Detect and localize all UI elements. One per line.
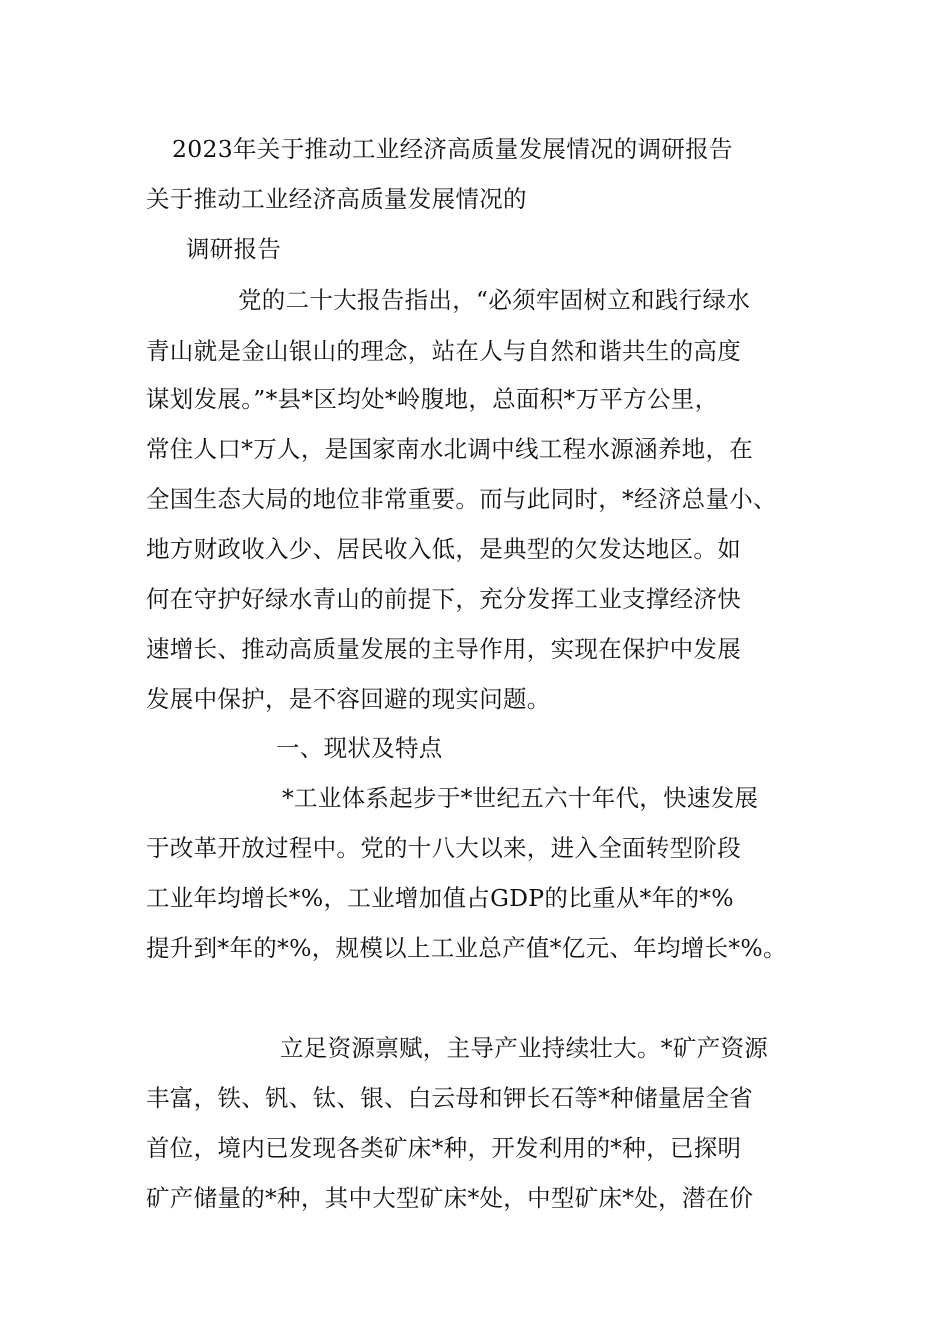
document-subtitle-line-2: 调研报告 — [186, 235, 282, 263]
paragraph-2-line-4: 提升到*年的*%，规模以上工业总产值*亿元、年均增长*%。 — [146, 934, 787, 962]
paragraph-3-line-1: 立足资源禀赋，主导产业持续壮大。*矿产资源 — [280, 1034, 769, 1062]
paragraph-1-line-1: 党的二十大报告指出，“必须牢固树立和践行绿水 — [238, 286, 751, 314]
section-heading-1: 一、现状及特点 — [276, 734, 443, 762]
paragraph-1-line-3: 谋划发展。”*县*区均处*岭腹地，总面积*万平方公里， — [146, 385, 719, 413]
paragraph-3-line-4: 矿产储量的*种，其中大型矿床*处，中型矿床*处，潜在价 — [146, 1184, 754, 1212]
paragraph-2-line-2: 于改革开放过程中。党的十八大以来，进入全面转型阶段 — [146, 834, 741, 862]
paragraph-1-line-2: 青山就是金山银山的理念，站在人与自然和谐共生的高度 — [146, 337, 741, 365]
paragraph-2-line-3: 工业年均增长*%，工业增加值占GDP的比重从*年的*% — [146, 884, 734, 912]
document-subtitle-line-1: 关于推动工业经济高质量发展情况的 — [146, 185, 527, 213]
paragraph-1-line-5: 全国生态大局的地位非常重要。而与此同时，*经济总量小、 — [146, 485, 777, 513]
paragraph-3-line-3: 首位，境内已发现各类矿床*种，开发利用的*种，已探明 — [146, 1134, 742, 1162]
document-title: 2023年关于推动工业经济高质量发展情况的调研报告 — [172, 135, 733, 163]
paragraph-1-line-8: 速增长、推动高质量发展的主导作用，实现在保护中发展 — [146, 635, 741, 663]
paragraph-1-line-6: 地方财政收入少、居民收入低，是典型的欠发达地区。如 — [146, 535, 741, 563]
paragraph-1-line-7: 何在守护好绿水青山的前提下，充分发挥工业支撑经济快 — [146, 585, 741, 613]
paragraph-3-line-2: 丰富，铁、钒、钛、银、白云母和钾长石等*种储量居全省 — [146, 1084, 754, 1112]
paragraph-2-line-1: *工业体系起步于*世纪五六十年代，快速发展 — [282, 784, 759, 812]
paragraph-1-line-9: 发展中保护，是不容回避的现实问题。 — [146, 685, 551, 713]
paragraph-1-line-4: 常住人口*万人，是国家南水北调中线工程水源涵养地，在 — [146, 435, 754, 463]
